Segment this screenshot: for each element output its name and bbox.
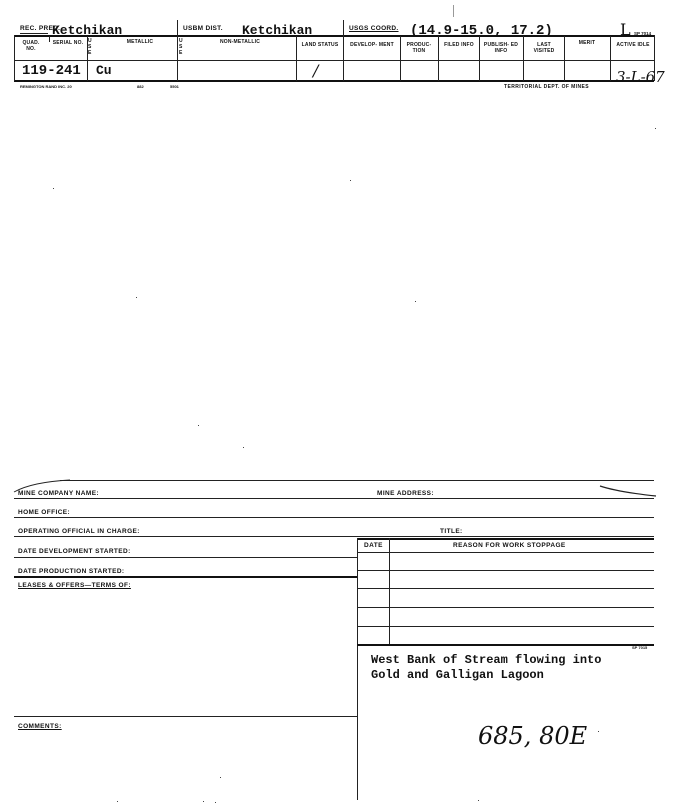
home-office-label: HOME OFFICE: <box>18 509 71 516</box>
date-note-value: 3-L-67 <box>616 68 665 86</box>
center-divider <box>357 538 358 800</box>
rec-prec-underline <box>20 33 48 34</box>
work-stoppage-top <box>357 538 654 540</box>
quad-serial-value: 119-241 <box>22 63 81 79</box>
footer-right: TERRITORIAL DEPT. OF MINES <box>504 84 589 90</box>
col-land-status: LAND STATUS <box>301 42 339 48</box>
footer-code-2: 5501 <box>170 84 179 89</box>
work-stoppage-row <box>357 570 654 571</box>
work-stoppage-bottom <box>357 644 654 646</box>
rule-date-development <box>14 557 357 558</box>
scan-speck <box>215 802 216 803</box>
rule-mine-company <box>14 498 654 499</box>
col-divider <box>479 36 480 81</box>
col-divider <box>296 36 297 81</box>
col-divider <box>564 36 565 81</box>
col-divider <box>400 36 401 81</box>
title-label: TITLE: <box>440 528 463 535</box>
footer-left: REMINGTON RAND INC. 20 <box>20 84 72 89</box>
mine-address-label: MINE ADDRESS: <box>377 490 434 497</box>
stray-mark <box>453 5 454 17</box>
date-column-header: DATE <box>364 542 383 549</box>
metallic-value: Cu <box>96 63 112 78</box>
col-divider <box>610 36 611 81</box>
col-divider <box>14 35 15 81</box>
col-quad-no: QUAD. NO. <box>22 40 40 52</box>
top-form-number: SP 7014 <box>634 31 652 36</box>
rule-comments <box>14 716 357 717</box>
col-divider <box>343 20 344 81</box>
scan-speck <box>350 180 351 181</box>
land-status-value: / <box>313 61 319 80</box>
bottom-form-top-rule <box>60 480 654 481</box>
scan-speck <box>655 128 656 129</box>
col-serial-no: SERIAL NO. <box>52 40 84 46</box>
rule-operating-official <box>14 536 654 537</box>
mine-company-name-label: MINE COMPANY NAME: <box>18 490 99 497</box>
scan-speck <box>203 801 204 802</box>
scan-speck <box>136 297 137 298</box>
scan-speck <box>598 731 599 732</box>
scan-speck <box>53 188 54 189</box>
col-merit: MERIT <box>578 40 596 46</box>
col-metallic: METALLIC <box>126 39 154 45</box>
operating-official-label: OPERATING OFFICIAL IN CHARGE: <box>18 528 140 535</box>
scan-speck <box>415 301 416 302</box>
col-last-visited: LAST VISITED <box>533 42 555 54</box>
rule-home-office <box>14 517 654 518</box>
comments-label: COMMENTS: <box>18 723 62 730</box>
work-stoppage-row <box>357 588 654 589</box>
col-published-info: PUBLISH- ED INFO <box>483 42 519 54</box>
card-curl-right <box>598 480 658 500</box>
usgs-coord-value: (14.9-15.0, 17.2) <box>410 23 553 39</box>
work-stoppage-row <box>357 626 654 627</box>
col-use-code: U S E <box>88 38 92 56</box>
col-divider <box>177 20 178 81</box>
rec-prec-value: Ketchikan <box>52 23 123 38</box>
top-rule <box>14 35 654 37</box>
col-non-metallic: NON-METALLIC <box>219 39 261 45</box>
col-filed-info: FILED INFO <box>444 42 474 48</box>
bottom-form-number: SP 7015 <box>632 645 648 650</box>
col-divider <box>438 36 439 81</box>
work-stoppage-header-rule <box>357 552 654 553</box>
header-bottom-rule <box>14 60 654 61</box>
scan-speck <box>478 800 479 801</box>
col-development: DEVELOP- MENT <box>350 42 394 48</box>
location-line-2: Gold and Galligan Lagoon <box>371 668 544 682</box>
usbm-dist-label: USBM DIST. <box>183 25 223 32</box>
scan-speck <box>220 777 221 778</box>
col-divider <box>49 36 50 42</box>
handwritten-note: 685, 80E <box>478 722 588 750</box>
date-production-started-label: DATE PRODUCTION STARTED: <box>18 568 125 575</box>
rule-date-production <box>14 576 357 578</box>
col-active-idle: ACTIVE IDLE <box>616 42 650 48</box>
scan-speck <box>117 801 118 802</box>
col-use-code-2: U S E <box>179 38 183 56</box>
work-stoppage-row <box>357 607 654 608</box>
row-bottom-rule <box>14 80 654 82</box>
date-development-started-label: DATE DEVELOPMENT STARTED: <box>18 548 131 555</box>
col-divider <box>523 36 524 81</box>
rec-prec-label: REC. PREC. <box>20 25 61 32</box>
work-stoppage-date-divider <box>389 538 390 645</box>
leases-offers-label: LEASES & OFFERS—TERMS OF: <box>18 582 131 589</box>
location-line-1: West Bank of Stream flowing into <box>371 653 602 667</box>
usbm-dist-value: Ketchikan <box>242 23 313 38</box>
footer-code-1: 882 <box>137 84 144 89</box>
scan-speck <box>243 447 244 448</box>
corner-mark: L <box>620 20 631 39</box>
scan-speck <box>198 425 199 426</box>
usgs-coord-label: USGS COORD. <box>349 25 399 32</box>
reason-column-header: REASON FOR WORK STOPPAGE <box>453 542 566 549</box>
col-production: PRODUC- TION <box>406 42 432 54</box>
